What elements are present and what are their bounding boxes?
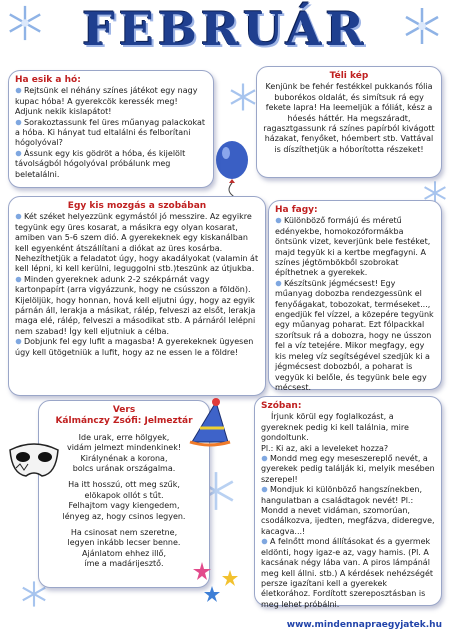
poem-line: lényeg az, hogy csinos legyen. (62, 511, 186, 521)
poem-line: Felhajtom vagy kiengedem, (68, 501, 180, 511)
snowflake-bullet-icon (15, 87, 22, 94)
poem-line: Ha itt hosszú, ott meg szűk, (68, 480, 180, 490)
snowflake-bullet-icon (15, 213, 22, 220)
snowflake-bullet-icon (261, 455, 268, 462)
stars-icon (192, 560, 252, 606)
snowflake-bullet-icon (15, 276, 22, 283)
poem-line: Ha csinosat nem szeretne, (70, 528, 178, 538)
list-item: Két széket helyezzünk egymástól jó messzire. Az egyikre tegyünk egy üres kosarat, a másikra egy olyan kosarat, amiben van 5-6 szem dió. A gyerekeknek egy kiskanálban kell egyenként átszállítani a diókat az üres kosárba. Nehezíthetjük a feladatot úgy, hogy akadályokat (valamin át kell lépni, ki kell kerülni, leguggolni stb.)teszünk az útjukba. (15, 212, 259, 274)
snowflake-bullet-icon (261, 486, 268, 493)
poem-lines (45, 433, 203, 570)
winter-picture-text: Kenjünk be fehér festékkel pukkanós fólia buborékos oldalát, és simítsuk rá egy fekete lapra! Ha leemeljük a fóliát, kész a hóesés háttér. Ha megszáradt, ragasztgassunk rá színes papírból kivágott házakat, fenyőket, hóembert stb. Vattával is díszíthetjük a hóborította részeket! (263, 82, 435, 154)
list-item: Mondd meg egy meseszereplő nevét, a gyerekek pedig találják ki, melyik mesében szerepel! (261, 454, 435, 484)
winter-picture-panel (256, 66, 442, 178)
list-item: Különböző formájú és méretű edényekbe, homokozóformákba öntsünk vizet, keverjünk bele festéket, majd tegyük ki a kertbe megfagyni. A színes jégtömbökből szobrokat építhetnek a gyerekek. (275, 216, 431, 278)
poem-line: vidám jelmezt mindenkinek! (66, 443, 182, 453)
list-item: Ássunk egy kis gödröt a hóba, és kijelölt távolságból hógolyóval próbálunk meg beletalálni. (15, 148, 186, 179)
page-title: FEBRUÁR (82, 2, 368, 56)
list-item: Készítsünk jégmécsest! Egy műanyag dobozba rendezgessünk el fenyőágakat, tobozokat, terméseket..., engedjük fel vízzel, a közepére tegyünk egy műanyag poharat. Ezt fólpackkal szorítsuk rá a dobozra, hogy ne ússzon fel a víz tetejére. Mikor megfagy, egy kis meleg víz segítségével szedjük ki a jégmécsest dobozból, a poharat is vegyük ki belőle, és tegyünk bele egy mécsest. (275, 278, 434, 392)
list-item: A felnőtt mond állításokat és a gyermek eldönti, hogy igaz-e az, vagy hamis. (Pl. A kacsának négy lába van. A piros lámpánál meg kell állni. stb.) A kérdések nehézségét persze igazítani kell a gyerekek életkorához. Fordított szereposztásban is meg lehet próbálni. (261, 537, 434, 609)
snowflake-bullet-icon (15, 150, 22, 157)
snow-heading: Ha esik a hó: (15, 75, 81, 85)
frost-heading: Ha fagy: (275, 205, 318, 215)
movement-panel (8, 196, 266, 396)
snowflake-icon (402, 6, 442, 46)
poem-heading: Vers (112, 405, 136, 415)
word-games-intro: Írjunk körül egy foglalkozást, a gyereknek pedig ki kell találnia, mire gondoltunk. (261, 412, 409, 443)
snowflake-bullet-icon (275, 280, 282, 287)
poem-panel (38, 400, 210, 588)
word-games-example: Pl.: Ki az, aki a leveleket hozza? (261, 443, 389, 453)
list-item: Mondjuk ki különböző hangszínekben, hangulatban a családtagok nevét! Pl.: Mondd a nevet vidáman, szomorúan, csodálkozva, ijedten, megfázva, dideregve, kacagva...! (261, 485, 435, 536)
poem-author-title: Kálmánczy Zsófi: Jelmeztár (55, 416, 193, 427)
poem-line: bolcs urának országalma. (72, 464, 176, 474)
title-banner (0, 0, 450, 58)
word-games-panel (254, 396, 442, 609)
snowflake-bullet-icon (261, 538, 268, 545)
frost-panel (268, 200, 442, 390)
poem-line: Ajánlatom ehhez illő, (82, 548, 166, 558)
movement-heading: Egy kis mozgás a szobában (67, 201, 207, 211)
snowflake-bullet-icon (275, 217, 282, 224)
poem-line: íme a madárijesztő. (84, 559, 164, 569)
poem-line: Királynénak a korona, (80, 453, 168, 463)
snowflake-icon (6, 4, 44, 42)
party-hat-icon (186, 398, 232, 448)
snow-games-panel (8, 70, 214, 188)
list-item: Dobjunk fel egy lufit a magasba! A gyerekeknek ügyesen úgy kell ütögetniük a lufit, hogy az ne essen le a földre! (15, 337, 254, 357)
list-item: Sorakoztassunk fel üres műanyag palackokat a hóba. Ki hányat tud eltalálni és felborítani hógolyóval? (15, 117, 205, 148)
poem-line: elökapok ollót s tűt. (84, 490, 164, 500)
snowflake-icon (228, 82, 258, 112)
snowflake-bullet-icon (15, 338, 22, 345)
website-link[interactable]: www.mindennapraegyjatek.hu (286, 620, 442, 630)
winter-picture-heading: Téli kép (329, 71, 369, 81)
list-item: Minden gyereknek adunk 2-2 székpárnát vagy kartonpapírt (arra vigyázzunk, hogy ne csússzon a földön). Kijelöljük, hogy honnan, hová kell eljutni úgy, hogy az egyik párnán áll, lerakja a másikat, rálép, felveszi az elsőt, lerakja maga elé, rálép, felveszi a másodikat stb. A párnáról lelépni nem szabad! Így kell eljutniuk a célba. (15, 274, 256, 336)
list-item: Rejtsünk el néhány színes játékot egy nagy kupac hóba! A gyerekcök keressék meg! Adjunk nekik kislapátot! (15, 86, 198, 117)
carnival-mask-icon (6, 440, 62, 484)
word-games-heading: Szóban: (261, 401, 302, 411)
poem-line: Ide urak, erre hölgyek, (78, 432, 170, 442)
poem-line: legyen inkább lecser benne. (67, 538, 181, 548)
balloon-icon (212, 140, 252, 202)
snowflake-bullet-icon (15, 119, 22, 126)
